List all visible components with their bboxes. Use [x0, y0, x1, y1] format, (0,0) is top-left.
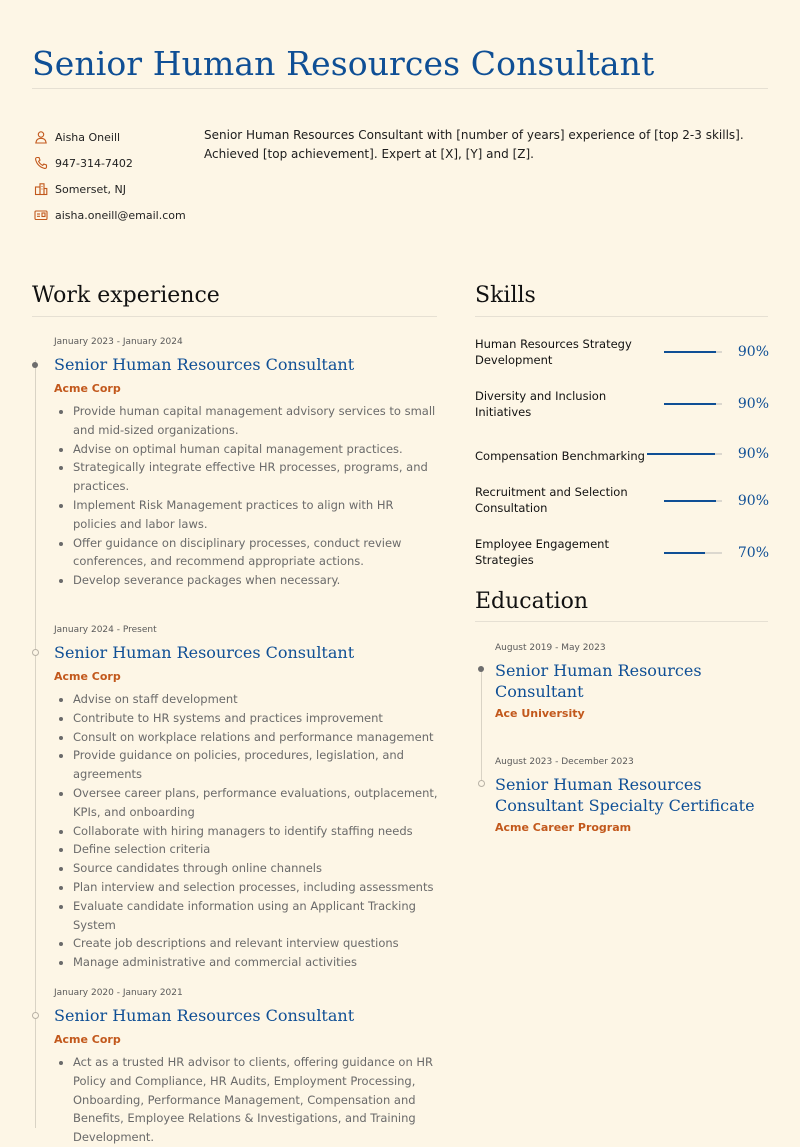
buildings-icon: [34, 182, 48, 196]
skill-name: Diversity and Inclusion Initiatives: [475, 389, 607, 419]
summary-text: Senior Human Resources Consultant with [number of years] experience of [top 2-3 skills]. Achieved [top achievement]. Expert at [X], [Y] and [Z].: [204, 128, 744, 161]
skill-level-bar: [647, 453, 722, 455]
work-experience-heading: Work experience: [32, 283, 220, 308]
skill-percent: 90%: [737, 396, 769, 412]
list-item: • Implement Risk Management practices to align with HR policies and labor laws.: [73, 496, 439, 534]
list-item: • Oversee career plans, performance evaluations, outplacement, KPIs, and onboarding: [73, 784, 439, 822]
skill-name: Employee Engagement Strategies: [475, 537, 609, 567]
education-title: Senior Human Resources Consultant: [495, 661, 702, 701]
skill-level-bar: [664, 351, 722, 353]
skill-percent: 70%: [737, 545, 769, 561]
education-divider: [475, 621, 768, 622]
work-bullets: [54, 1053, 439, 1147]
phone-icon: [34, 156, 48, 170]
page-title: Senior Human Resources Consultant: [32, 44, 655, 84]
education-timeline-line: [481, 666, 482, 786]
timeline-dot: [32, 362, 38, 368]
skills-list: [475, 334, 769, 594]
skill-item: [475, 438, 769, 490]
skill-name: Compensation Benchmarking: [475, 449, 645, 463]
skill-level-bar: [664, 552, 722, 554]
skill-percent: 90%: [737, 446, 769, 462]
education-entry: [495, 643, 767, 720]
list-item: • Strategically integrate effective HR processes, programs, and practices.: [73, 458, 439, 496]
header-divider: [32, 88, 768, 89]
list-item: • Define selection criteria: [73, 840, 439, 859]
skill-item: [475, 485, 769, 542]
work-bullets: [54, 402, 439, 590]
work-entry: [54, 625, 439, 972]
skill-level-fill: [664, 351, 716, 353]
skills-divider: [475, 316, 768, 317]
list-item: • Contribute to HR systems and practices improvement: [73, 709, 439, 728]
work-entry: [54, 337, 439, 590]
skill-item: [475, 386, 769, 438]
skill-name: Human Resources Strategy Development: [475, 337, 632, 367]
work-title: Senior Human Resources Consultant: [54, 643, 355, 662]
list-item: • Source candidates through online channels: [73, 859, 439, 878]
list-item: • Consult on workplace relations and performance management: [73, 728, 439, 747]
list-item: • Provide human capital management advisory services to small and mid-sized organizations.: [73, 402, 439, 440]
contact-location: Somerset, NJ: [34, 176, 186, 202]
contact-phone: 947-314-7402: [34, 150, 186, 176]
work-company: Acme Corp: [54, 382, 121, 395]
work-entry: [54, 988, 439, 1147]
work-title: Senior Human Resources Consultant: [54, 355, 355, 374]
contact-name: Aisha Oneill: [34, 124, 186, 150]
list-item: • Manage administrative and commercial activities: [73, 953, 439, 972]
list-item: • Develop severance packages when necessary.: [73, 571, 439, 590]
education-institution: Acme Career Program: [495, 821, 632, 834]
work-title: Senior Human Resources Consultant: [54, 1006, 355, 1025]
skill-percent: 90%: [737, 493, 769, 509]
education-date: August 2019 - May 2023: [495, 643, 606, 653]
list-item: • Advise on optimal human capital management practices.: [73, 440, 439, 459]
skill-level-bar: [664, 500, 722, 502]
timeline-dot: [478, 780, 485, 787]
list-item: • Offer guidance on disciplinary processes, conduct review conferences, and recommend appropriate actions.: [73, 534, 439, 572]
list-item: • Act as a trusted HR advisor to clients, offering guidance on HR Policy and Compliance, HR Audits, Employment Processing, Onboarding, Performance Management, Compensation and Benefits, Employee Relations & Investigations, and Training Development.: [73, 1053, 439, 1147]
work-company: Acme Corp: [54, 1033, 121, 1046]
email-icon: [34, 208, 48, 222]
work-company: Acme Corp: [54, 670, 121, 683]
work-date: January 2023 - January 2024: [54, 337, 183, 347]
contact-list: [34, 124, 186, 228]
education-title: Senior Human Resources Consultant Specialty Certificate: [495, 775, 755, 815]
timeline-dot: [478, 666, 484, 672]
list-item: • Create job descriptions and relevant interview questions: [73, 934, 439, 953]
skill-level-bar: [664, 403, 722, 405]
work-divider: [32, 316, 437, 317]
skills-heading: Skills: [475, 283, 536, 308]
work-bullets: [54, 690, 439, 972]
skill-level-fill: [664, 500, 716, 502]
list-item: • Advise on staff development: [73, 690, 439, 709]
work-date: January 2020 - January 2021: [54, 988, 183, 998]
skill-level-fill: [664, 403, 716, 405]
education-institution: Ace University: [495, 707, 585, 720]
skill-item: [475, 537, 769, 594]
skill-percent: 90%: [737, 344, 769, 360]
contact-email: aisha.oneill@email.com: [34, 202, 186, 228]
education-heading: Education: [475, 589, 589, 614]
list-item: • Evaluate candidate information using an Applicant Tracking System: [73, 897, 439, 935]
education-date: August 2023 - December 2023: [495, 757, 634, 767]
timeline-dot: [32, 649, 39, 656]
education-entry: [495, 757, 767, 834]
timeline-dot: [32, 1012, 39, 1019]
person-icon: [34, 130, 48, 144]
skill-level-fill: [664, 552, 705, 554]
skill-name: Recruitment and Selection Consultation: [475, 485, 628, 515]
list-item: • Provide guidance on policies, procedures, legislation, and agreements: [73, 746, 439, 784]
list-item: • Collaborate with hiring managers to identify staffing needs: [73, 822, 439, 841]
skill-item: [475, 334, 769, 386]
work-date: January 2024 - Present: [54, 625, 157, 635]
list-item: • Plan interview and selection processes, including assessments: [73, 878, 439, 897]
skill-level-fill: [647, 453, 715, 455]
